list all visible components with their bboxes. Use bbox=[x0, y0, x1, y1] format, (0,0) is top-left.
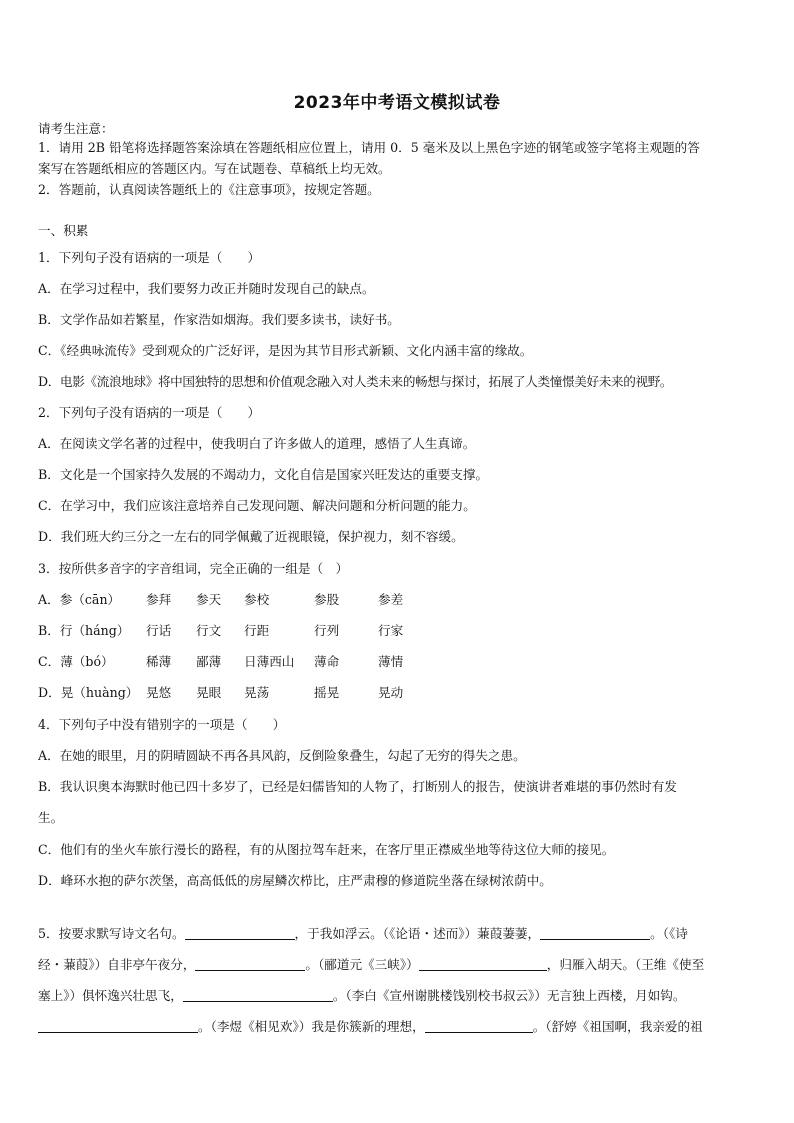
q2-option-b: B．文化是一个国家持久发展的不竭动力，文化自信是国家兴旺发达的重要支撑。 bbox=[38, 467, 489, 482]
q3-word: 日薄西山 bbox=[244, 654, 295, 669]
q3-word: 薄情 bbox=[378, 654, 404, 669]
answer-blank[interactable] bbox=[183, 989, 333, 1002]
answer-blank[interactable] bbox=[185, 927, 295, 940]
q5-text: 塞上》）俱怀逸兴壮思飞， bbox=[38, 988, 183, 1003]
q5-text: 。（李煜《相见欢》）我是你簇新的理想， bbox=[198, 1019, 425, 1034]
answer-blank[interactable] bbox=[195, 958, 305, 971]
q4-stem: 4．下列句子中没有错别字的一项是（ ） bbox=[38, 717, 286, 732]
q2-option-d: D．我们班大约三分之一左右的同学佩戴了近视眼镜，保护视力，刻不容缓。 bbox=[38, 529, 464, 544]
q3-word: 行话 bbox=[146, 623, 172, 638]
q5-text: 。（《诗 bbox=[650, 926, 688, 941]
q1-stem: 1．下列句子没有语病的一项是（ ） bbox=[38, 250, 261, 265]
q4-option-c: C．他们有的坐火车旅行漫长的路程，有的从图拉驾车赶来，在客厅里正襟威坐地等待这位大师的接见。 bbox=[38, 842, 615, 857]
q5-text: ，归雁入胡天。（王维《使至 bbox=[546, 957, 705, 972]
q2-stem: 2．下列句子没有语病的一项是（ ） bbox=[38, 405, 261, 420]
q1-option-d: D．电影《流浪地球》将中国独特的思想和价值观念融入对人类未来的畅想与探讨，拓展了人类憧憬美好未来的视野。 bbox=[38, 374, 673, 389]
answer-blank[interactable] bbox=[38, 1020, 198, 1033]
q3-word: 参股 bbox=[314, 592, 340, 607]
q3-word: 行列 bbox=[314, 623, 340, 638]
q2-option-c: C．在学习中，我们应该注意培养自己发现问题、解决问题和分析问题的能力。 bbox=[38, 498, 476, 513]
q5-text: 。（舒婷《祖国啊，我亲爱的祖 bbox=[532, 1019, 703, 1034]
section-heading: 一、积累 bbox=[38, 223, 89, 238]
q4-option-b-line-1: B．我认识奥本海默时他已四十多岁了，已经是妇儒皆知的人物了，打断别人的报告，使演讲者难堪的事仍然时有发 bbox=[38, 779, 677, 794]
notice-item-1-line-2: 案写在答题纸相应的答题区内。写在试题卷、草稿纸上均无效。 bbox=[38, 161, 391, 176]
q3-stem: 3．按所供多音字的字音组词，完全正确的一组是（ ） bbox=[38, 561, 349, 576]
page-title: 2023年中考语文模拟试卷 bbox=[293, 93, 501, 113]
q3-word: 参校 bbox=[244, 592, 270, 607]
q3-word: 晃动 bbox=[378, 685, 404, 700]
q3-word: 晃眼 bbox=[196, 685, 222, 700]
q5-text: 经・蒹葭》）自非亭午夜分， bbox=[38, 957, 196, 972]
q3-word: 参拜 bbox=[146, 592, 172, 607]
q5-line-4 bbox=[38, 1019, 758, 1035]
q3-word: 晃悠 bbox=[146, 685, 172, 700]
notice-item-2: 2．答题前，认真阅读答题纸上的《注意事项》，按规定答题。 bbox=[38, 182, 380, 197]
q5-text: ，于我如浮云。（《论语・述而》）蒹葭萋萋， bbox=[294, 926, 541, 941]
q3-option-label: B．行（háng） bbox=[38, 623, 130, 638]
q3-word: 行家 bbox=[378, 623, 404, 638]
q1-option-b: B．文学作品如若繁星，作家浩如烟海。我们要多读书，读好书。 bbox=[38, 312, 400, 327]
q3-option-label: A．参（cān） bbox=[38, 592, 121, 607]
q3-word: 参差 bbox=[378, 592, 404, 607]
q4-option-d: D．峰环水抱的萨尔茨堡，高高低低的房屋鳞次栉比，庄严肃穆的修道院坐落在绿树浓荫中。 bbox=[38, 873, 552, 888]
q3-word: 摇晃 bbox=[314, 685, 340, 700]
q3-word: 鄙薄 bbox=[196, 654, 222, 669]
q4-option-a: A．在她的眼里，月的阴晴圆缺不再各具风韵，反倒险象叠生，勾起了无穷的得失之患。 bbox=[38, 748, 526, 763]
q5-text: 5．按要求默写诗文名句。 bbox=[38, 926, 185, 941]
q3-word: 行距 bbox=[244, 623, 270, 638]
q2-option-a: A．在阅读文学名著的过程中，使我明白了许多做人的道理，感悟了人生真谛。 bbox=[38, 436, 476, 451]
q5-text: 。（郦道元《三峡》） bbox=[305, 957, 419, 972]
answer-blank[interactable] bbox=[540, 927, 650, 940]
q4-option-b-line-2: 生。 bbox=[38, 810, 64, 825]
answer-blank[interactable] bbox=[419, 958, 547, 971]
q3-word: 晃荡 bbox=[244, 685, 270, 700]
q1-option-a: A．在学习过程中，我们要努力改正并随时发现自己的缺点。 bbox=[38, 281, 375, 296]
q5-line-1 bbox=[38, 926, 758, 942]
q3-word: 参天 bbox=[196, 592, 222, 607]
notice-item-1-line-1: 1．请用 2B 铅笔将选择题答案涂填在答题纸相应位置上，请用 0．5 毫米及以上黑色字迹的钢笔或签字笔将主观题的答 bbox=[38, 140, 700, 155]
q3-word: 薄命 bbox=[314, 654, 340, 669]
notice-heading: 请考生注意： bbox=[38, 121, 114, 136]
q5-text: 。（李白《宣州谢朓楼饯别校书叔云》）无言独上西楼，月如钩。 bbox=[332, 988, 686, 1003]
q5-line-3 bbox=[38, 988, 758, 1004]
q5-line-2 bbox=[38, 957, 758, 973]
q3-word: 稀薄 bbox=[146, 654, 172, 669]
q3-option-label: C．薄（bó） bbox=[38, 654, 114, 669]
q3-option-label: D．晃（huàng） bbox=[38, 685, 139, 700]
answer-blank[interactable] bbox=[425, 1020, 533, 1033]
q1-option-c: C．《经典咏流传》受到观众的广泛好评，是因为其节目形式新颖、文化内涵丰富的缘故。 bbox=[38, 343, 533, 358]
q3-word: 行文 bbox=[196, 623, 222, 638]
